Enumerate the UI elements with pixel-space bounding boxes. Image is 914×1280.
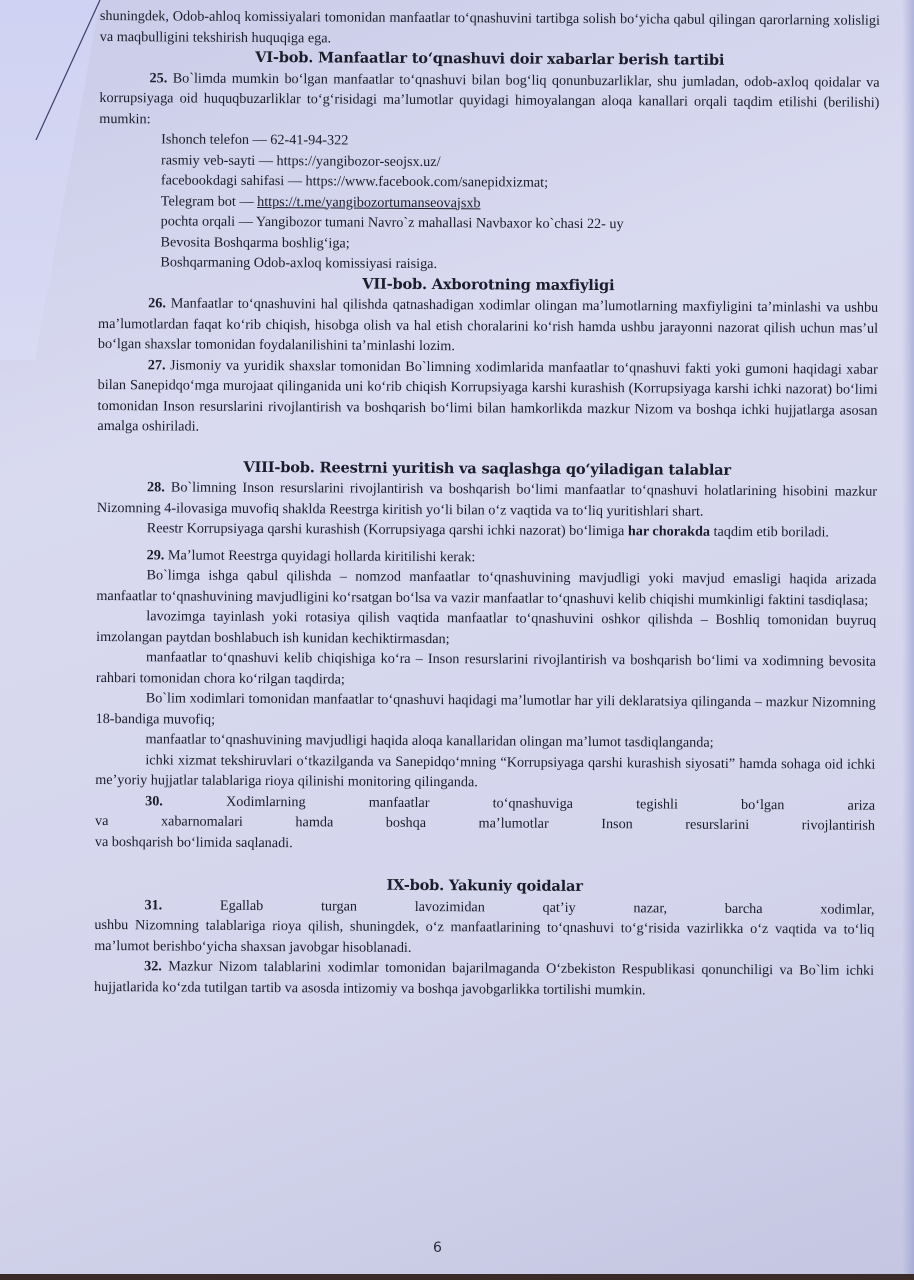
paragraph-28 (97, 477, 877, 523)
channel-label: pochta orqali — (160, 213, 256, 230)
channel-ethics-commission: Boshqarmaning Odob-axloq komissiyasi raisiga. (160, 254, 438, 273)
telegram-link[interactable]: https://t.me/yangibozortumanseovajsxb (257, 193, 481, 211)
paragraph-31-rest: ushbu Nizomning talablariga rioya qilish, shuningdek, o‘z manfaatlarining to‘qnashuvi to‘g‘risida vazirlikka o‘z vaqtida va to‘liq ma’lumot berishbo‘yicha shaxsan javobgar hisoblanadi. (94, 916, 875, 956)
paragraph-32 (94, 956, 874, 1002)
paragraph-text: taqdim etib boriladi. (709, 523, 830, 541)
paragraph-text: Egallab turgan lavozimidan qat’iy nazar, barcha xodimlar, (162, 896, 875, 918)
paragraph-number: 28. (147, 479, 165, 496)
contact-channels-list (98, 129, 879, 277)
postal-address: Yangibozor tumani Navro`z mahallasi Navbaxor ko`chasi 22- uy (255, 213, 624, 233)
paragraph-number: 29. (146, 546, 165, 563)
phone-number: 62-41-94-322 (270, 132, 349, 149)
emphasis-quarterly: har chorakda (627, 523, 711, 540)
paragraph-number: 32. (144, 958, 162, 975)
document-page (94, 6, 880, 1002)
paragraph-30-line: va xabarnomalari hamda boshqa ma’lumotlar Inson resurslarini rivojlantirish (94, 812, 876, 834)
page-shadow (902, 0, 914, 1280)
paragraph-text: Xodimlarning manfaatlar to‘qnashuviga tegishli bo‘lgan ariza (162, 792, 876, 814)
paragraph-30-line: va boshqarish bo‘limida saqlanadi. (94, 833, 293, 851)
case-item: ichki xizmat tekshiruvlari o‘tkazilganda va Sanepidqo‘mning “Korrupsiyaga qarshi kurashish siyosati” hamda sohaga oid ichki me’yoriy hujjatlar talablariga rioya qilinishi monitoring qilinganda. (95, 751, 876, 791)
paragraph-number: 30. (145, 792, 163, 809)
paragraph-27 (97, 354, 877, 441)
case-item: lavozimga tayinlash yoki rotasiya qilish vaqtida manfaatlar to‘qnashuvini oshkor qilishda – Boshliq tomonidan buyruq imzolangan paytdan boshlabuch ish kunidan kechiktirmasdan; (96, 608, 877, 647)
case-item: Bo`limga ishga qabul qilishda – nomzod manfaatlar to‘qnashuvining mavjudligi yoki mavjud emasligi haqida arizada manfaatlar to‘qnashuvining mavjudligini ko‘rsatgan bo‘lsa va vazir manfaatlar to‘qnashuvi kelib chiqishi mumkinligi faktini tasdiqlasa; (96, 567, 877, 609)
paragraph-number: 31. (144, 896, 163, 913)
paragraph-number: 26. (148, 295, 166, 312)
chapter-7-title: VII-bob. Axborotning maxfiyligi (362, 275, 615, 294)
intro-paragraph: shuningdek, Odob-ahloq komissiyalari tomonidan manfaatlar to‘qnashuvini tartibga solish bo‘yicha qabul qilingan qarorlarning xolisligi va maqbulligini tekshirish huquqiga ega. (99, 7, 880, 46)
channel-label: Ishonch telefon — (161, 131, 271, 149)
channel-label: facebookdagi sahifasi — (160, 172, 306, 190)
chapter-9-title: IX-bob. Yakuniy qoidalar (386, 876, 583, 895)
paragraph-text: Ma’lumot Reestrga quyidagi hollarda kiritilishi kerak: (164, 546, 476, 565)
paragraph-number: 25. (149, 69, 168, 86)
channel-head: Bevosita Boshqarma boshlig‘iga; (160, 233, 350, 252)
paragraph-text: Manfaatlar to‘qnashuvini hal qilishda qatnashadigan xodimlar olingan ma’lumotlarning maxfiyligini ta’minlashi va ushbu ma’lumotlardan faqat ko‘rib chiqish, hisobga olish va hal etish choralarini ko‘rish hamda ushbu jarayonni nazorat qilish uchun mas’ul bo‘lgan shaxslar tomonidan foydalanilishini ta’minlashi lozim. (97, 295, 879, 355)
paragraph-26 (98, 293, 878, 359)
page-number: 6 (433, 1240, 442, 1256)
table-surface (0, 1274, 914, 1280)
paragraph-text: Bo`limning Inson resurslarini rivojlantirish va boshqarish bo‘limi manfaatlar to‘qnashuvi holatlarining hisobini mazkur Nizomning 4-ilovasiga muvofiq shaklda Reestrga kiritish yo‘li bilan o‘z vaqtida va to‘liq yuritishlari shart. (96, 479, 878, 520)
channel-label: rasmiy veb-sayti — (161, 151, 277, 169)
paragraph-text: Mazkur Nizom talablarini xodimlar tomonidan bajarilmaganda O‘zbekiston Respublikasi qonunchiligi va Bo`lim ichki hujjatlarida ko‘zda tutilgan tartib va asosda intizomiy va boshqa javobgarlikka tortilishi mumkin. (93, 958, 875, 998)
paragraph-number: 27. (147, 356, 166, 373)
chapter-6-title: VI-bob. Manfaatlar to‘qnashuvi doir xabarlar berish tartibi (255, 48, 725, 69)
case-item: manfaatlar to‘qnashuvi kelib chiqishiga ko‘ra – Inson resurslarini rivojlantirish va boshqarish bo‘limi va xodimning bevosita rahbari tomonidan chora ko‘rilgan taqdirda; (95, 649, 877, 688)
website-link[interactable]: https://yangibozor-seojsx.uz/ (276, 152, 441, 170)
case-item: manfaatlar to‘qnashuvining mavjudligi haqida aloqa kanallaridan olingan ma’lumot tasdiqlanganda; (145, 731, 714, 751)
paragraph-30 (95, 790, 875, 856)
paragraph-31 (94, 894, 874, 960)
case-item: Bo`lim xodimlari tomonidan manfaatlar to‘qnashuvi haqidagi ma’lumotlar har yili deklaratsiya qilinganda – mazkur Nizomning 18-bandiga muvofiq; (95, 690, 876, 728)
paragraph-text: Bo`limda mumkin bo‘lgan manfaatlar to‘qnashuvi bilan bog‘liq qonunbuzarliklar, shu jumladan, odob-axloq qoidalar va korrupsiyaga oid huquqbuzarliklar to‘g‘risidagi ma’lumotlar quyidagi himoyalangan aloqa kanallari orqali taqdim etilishi (berilishi) mumkin: (99, 69, 880, 127)
paragraph-25 (99, 67, 879, 133)
facebook-link[interactable]: https://www.facebook.com/sanepidxizmat; (305, 173, 549, 191)
chapter-8-title: VIII-bob. Reestrni yuritish va saqlashga qo‘yiladigan talablar (243, 458, 732, 479)
paragraph-text: Jismoniy va yuridik shaxslar tomonidan Bo`limning xodimlarida manfaatlar to‘qnashuvi fakti yoki gumoni haqidagi xabar bilan Sanepidqo‘mga murojaat qilinganida uni ko‘rib chiqish Korrupsiyaga karshi kurashish (Korrupsiyaga karshi ichki nazorat) bo‘limi tomonidan Inson resurslarini rivojlantirish va boshqarish bo‘limi bilan hamkorlikda mazkur Nizom va boshqa ichki hujjatlarga asosan amalga oshiriladi. (97, 356, 878, 435)
channel-label: Telegram bot — (160, 192, 258, 210)
paragraph-text: Reestr Korrupsiyaga qarshi kurashish (Korrupsiyaga qarshi ichki nazorat) bo‘limiga (146, 520, 628, 540)
